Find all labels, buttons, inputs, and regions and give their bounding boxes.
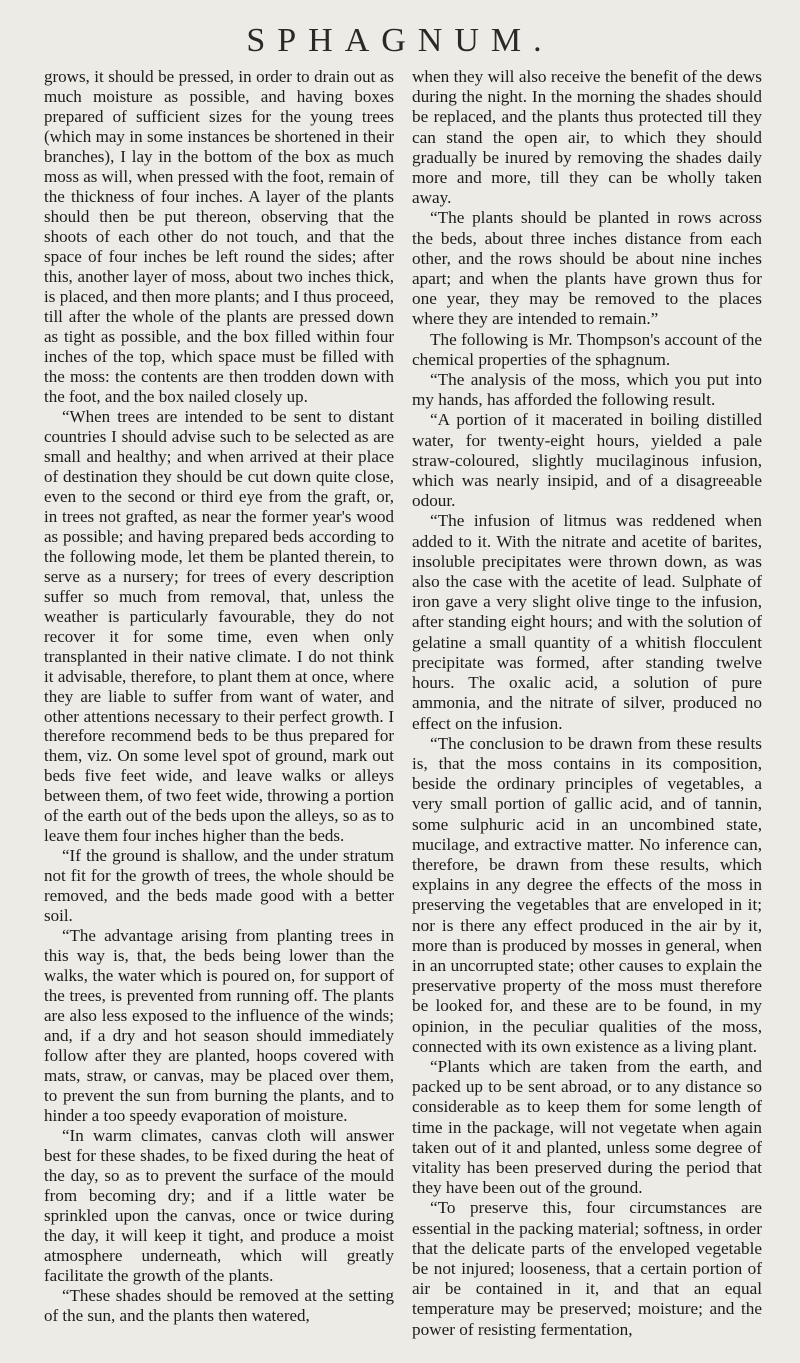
- paragraph: “The conclusion to be drawn from these results is, that the moss contains in its composition, beside the ordinary principles of vegetables, a very small portion of gallic acid, and of tannin, some sulphuric acid in an uncombined state, mucilage, and extractive matter. No inference can, therefore, be drawn from these results, which explains in any degree the effects of the moss in preserving the vegetables that are enveloped in it; nor is there any effect produced in the air by it, more than is produced by mosses in general, when in an uncorrupted state; other causes to explain the preservative property of the moss must therefore be looked for, and these are to be found, in my opinion, in the peculiar qualities of the moss, connected with its own existence as a living plant.: [412, 733, 762, 1056]
- paragraph: “When trees are intended to be sent to distant countries I should advise such to be selected as are small and healthy; and when arrived at their place of destination they should be cut down quite close, even to the second or third eye from the graft, or, in trees not grafted, as near the former year's wood as possible; and having prepared beds according to the following mode, let them be planted therein, to serve as a nursery; for trees of every description suffer so much from removal, that, unless the weather is particularly favourable, they do not recover it for some time, even when only transplanted in their native climate. I do not think it advisable, therefore, to plant them at once, where they are liable to suffer from want of water, and other attentions necessary to their perfect growth. I therefore recommend beds to be thus prepared for them, viz. On some level spot of ground, mark out beds five feet wide, and leave walks or alleys between them, of two feet wide, throwing a portion of the earth out of the beds upon the alleys, so as to leave them four inches higher than the beds.: [44, 406, 394, 846]
- running-header: SPHAGNUM.: [246, 22, 554, 59]
- paragraph: “The advantage arising from planting trees in this way is, that, the beds being lower than the walks, the water which is poured on, for support of the trees, is prevented from running off. The plants are also less exposed to the influence of the winds; and, if a dry and hot season should immediately follow after they are planted, hoops covered with mats, straw, or canvas, may be placed over them, to prevent the sun from burning the plants, and to hinder a too speedy evaporation of moisture.: [44, 926, 394, 1126]
- paragraph: “A portion of it macerated in boiling distilled water, for twenty-eight hours, yielded a pale straw-coloured, slightly mucilaginous infusion, which was nearly insipid, and of a disagreeable odour.: [412, 410, 762, 511]
- paragraph: “If the ground is shallow, and the under stratum not fit for the growth of trees, the whole should be removed, and the beds made good with a better soil.: [44, 846, 394, 926]
- paragraph: “The analysis of the moss, which you put into my hands, has afforded the following result.: [412, 370, 762, 410]
- paragraph: “Plants which are taken from the earth, and packed up to be sent abroad, or to any distance so considerable as to keep them for some length of time in the package, will not vegetate when again taken out of it and planted, unless some degree of vitality has been preserved during the period that they have been out of the ground.: [412, 1056, 762, 1198]
- paragraph: grows, it should be pressed, in order to drain out as much moisture as possible, and having boxes prepared of sufficient sizes for the young trees (which may in some instances be shortened in their branches), I lay in the bottom of the box as much moss as will, when pressed with the foot, remain of the thickness of four inches. A layer of the plants should then be put thereon, observing that the shoots of each other do not touch, and that the space of four inches be left round the sides; after this, another layer of moss, about two inches thick, is placed, and then more plants; and I thus proceed, till after the whole of the plants are pressed down as tight as possible, and the box filled within four inches of the top, which space must be filled with the moss: the contents are then trodden down with the foot, and the box nailed closely up.: [44, 67, 394, 406]
- paragraph: “These shades should be removed at the setting of the sun, and the plants then watered,: [44, 1286, 394, 1326]
- paragraph: “The infusion of litmus was reddened when added to it. With the nitrate and acetite of barites, insoluble precipitates were thrown down, as was also the case with the acetite of lead. Sulphate of iron gave a very slight olive tinge to the infusion, after standing eight hours; and with the solution of gelatine a small quantity of a whitish flocculent precipitate was formed, after standing twelve hours. The oxalic acid, a solution of pure ammonia, and the nitrate of silver, produced no effect on the infusion.: [412, 511, 762, 733]
- paragraph: “The plants should be planted in rows across the beds, about three inches distance from each other, and the rows should be about nine inches apart; and when the plants have grown thus for one year, they may be removed to the places where they are intended to remain.”: [412, 208, 762, 329]
- paragraph: when they will also receive the benefit of the dews during the night. In the morning the shades should be replaced, and the plants thus protected till they can stand the open air, to which they should gradually be inured by removing the shades daily more and more, till they can be wholly taken away.: [412, 67, 762, 208]
- paragraph: The following is Mr. Thompson's account of the chemical properties of the sphagnum.: [412, 329, 762, 369]
- left-column: [44, 67, 394, 1326]
- paragraph: “In warm climates, canvas cloth will answer best for these shades, to be fixed during the heat of the day, so as to prevent the surface of the mould from becoming dry; and if a little water be sprinkled upon the canvas, once or twice during the day, it will keep it tight, and produce a moist atmosphere underneath, which will greatly facilitate the growth of the plants.: [44, 1126, 394, 1286]
- paragraph: “To preserve this, four circumstances are essential in the packing material; softness, in order that the delicate parts of the enveloped vegetable be not injured; looseness, that a certain portion of air be contained in it, and that an equal temperature may be preserved; moisture; and the power of resisting fermentation,: [412, 1198, 762, 1339]
- right-column: [412, 67, 762, 1340]
